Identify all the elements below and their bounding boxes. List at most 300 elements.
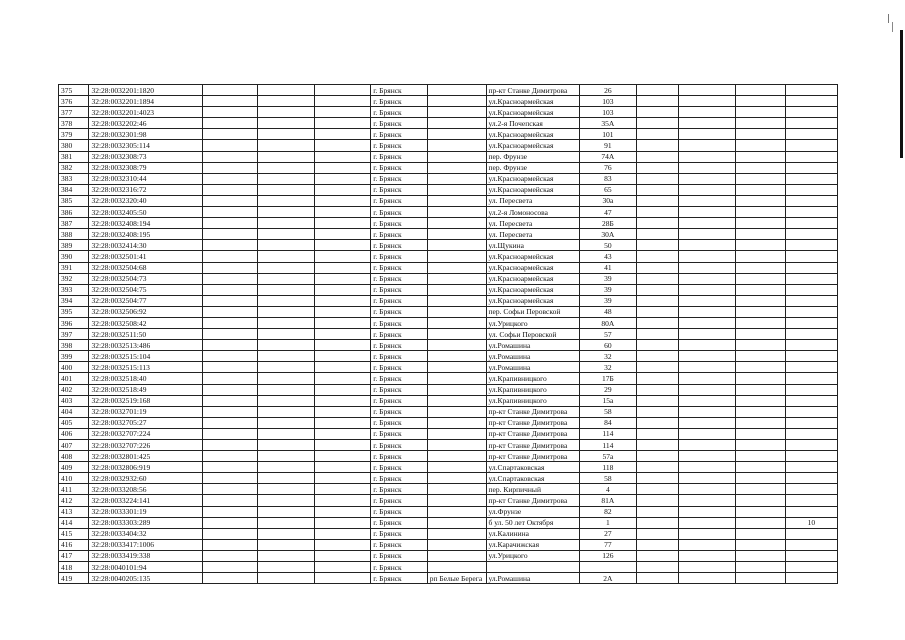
cell-extra <box>785 151 837 162</box>
cell-house: 47 <box>580 207 637 218</box>
cell-extra <box>785 362 837 373</box>
cell-street: пр-кт Станке Димитрова <box>486 440 580 451</box>
cell-city: г. Брянск <box>371 373 428 384</box>
cell-extra <box>785 85 837 96</box>
cell-empty <box>679 517 736 528</box>
cell-city: г. Брянск <box>371 573 428 584</box>
cell-house: 80А <box>580 317 637 328</box>
cell-extra <box>785 528 837 539</box>
cell-extra <box>785 473 837 484</box>
table-row <box>59 417 838 428</box>
cell-empty <box>202 428 257 439</box>
cell-locality <box>427 550 486 561</box>
cell-locality <box>427 306 486 317</box>
table-row <box>59 129 838 140</box>
cell-city: г. Брянск <box>371 295 428 306</box>
cell-locality <box>427 451 486 462</box>
cell-city: г. Брянск <box>371 107 428 118</box>
cell-empty <box>636 406 678 417</box>
cell-empty <box>258 550 315 561</box>
table-row <box>59 317 838 328</box>
cell-cadastral: 32:28:0032316:72 <box>89 184 202 195</box>
cell-cadastral: 32:28:0032513:486 <box>89 340 202 351</box>
cell-empty <box>679 306 736 317</box>
cell-empty <box>735 417 785 428</box>
cell-empty <box>679 484 736 495</box>
cell-empty <box>735 162 785 173</box>
cell-empty <box>202 173 257 184</box>
cell-cadastral: 32:28:0032515:113 <box>89 362 202 373</box>
cell-city: г. Брянск <box>371 306 428 317</box>
cell-cadastral: 32:28:0032707:224 <box>89 428 202 439</box>
table-row <box>59 373 838 384</box>
cell-empty <box>258 262 315 273</box>
cell-cadastral: 32:28:0032405:50 <box>89 207 202 218</box>
cell-empty <box>202 462 257 473</box>
cell-empty <box>636 417 678 428</box>
cell-empty <box>202 118 257 129</box>
cell-house: 50 <box>580 240 637 251</box>
cell-empty <box>735 373 785 384</box>
cell-street: ул.Крапивницкого <box>486 384 580 395</box>
cell-empty <box>679 384 736 395</box>
cell-empty <box>258 362 315 373</box>
cell-street: ул.Карачижская <box>486 539 580 550</box>
cell-empty <box>314 240 371 251</box>
table-row <box>59 273 838 284</box>
cell-empty <box>258 229 315 240</box>
cell-empty <box>314 218 371 229</box>
cell-empty <box>679 550 736 561</box>
cell-street: ул.Красноармейская <box>486 96 580 107</box>
cell-empty <box>258 428 315 439</box>
cell-locality <box>427 118 486 129</box>
cell-empty <box>679 151 736 162</box>
cell-num: 386 <box>59 207 89 218</box>
cell-empty <box>636 207 678 218</box>
cell-empty <box>314 107 371 118</box>
cell-empty <box>636 284 678 295</box>
cell-house: 74А <box>580 151 637 162</box>
cell-num: 400 <box>59 362 89 373</box>
cell-num: 408 <box>59 451 89 462</box>
cell-city: г. Брянск <box>371 195 428 206</box>
cell-extra <box>785 129 837 140</box>
cell-empty <box>258 506 315 517</box>
cell-empty <box>636 229 678 240</box>
cell-cadastral: 32:28:0032310:44 <box>89 173 202 184</box>
cell-empty <box>258 151 315 162</box>
cell-empty <box>314 329 371 340</box>
cell-street: ул.Красноармейская <box>486 284 580 295</box>
cell-locality <box>427 440 486 451</box>
cell-street: ул.Красноармейская <box>486 173 580 184</box>
cell-city: г. Брянск <box>371 273 428 284</box>
cell-empty <box>314 173 371 184</box>
cell-empty <box>679 218 736 229</box>
cell-city: г. Брянск <box>371 495 428 506</box>
cell-extra <box>785 417 837 428</box>
cell-extra <box>785 107 837 118</box>
cell-empty <box>202 517 257 528</box>
cell-city: г. Брянск <box>371 151 428 162</box>
cell-street: б ул. 50 лет Октября <box>486 517 580 528</box>
cell-extra <box>785 573 837 584</box>
cell-empty <box>735 506 785 517</box>
cell-empty <box>679 207 736 218</box>
cell-locality <box>427 195 486 206</box>
cell-house: 39 <box>580 273 637 284</box>
cell-house: 77 <box>580 539 637 550</box>
cell-empty <box>202 284 257 295</box>
cell-empty <box>202 240 257 251</box>
cell-empty <box>679 184 736 195</box>
cell-street: пер. Фрунзе <box>486 162 580 173</box>
cell-empty <box>679 340 736 351</box>
cell-locality <box>427 428 486 439</box>
cell-empty <box>679 562 736 573</box>
cell-empty <box>202 229 257 240</box>
cell-city: г. Брянск <box>371 517 428 528</box>
cell-locality <box>427 495 486 506</box>
cell-empty <box>636 362 678 373</box>
cell-empty <box>636 473 678 484</box>
cell-empty <box>258 118 315 129</box>
cell-street: ул.Красноармейская <box>486 262 580 273</box>
cell-cadastral: 32:28:0032504:77 <box>89 295 202 306</box>
cell-house: 28Б <box>580 218 637 229</box>
cell-empty <box>258 395 315 406</box>
cell-empty <box>202 506 257 517</box>
table-row <box>59 284 838 295</box>
cell-extra <box>785 262 837 273</box>
cell-extra <box>785 373 837 384</box>
cell-extra <box>785 506 837 517</box>
scan-edge-mark <box>888 14 889 23</box>
cell-locality <box>427 329 486 340</box>
cell-house: 82 <box>580 506 637 517</box>
cell-empty <box>314 473 371 484</box>
cell-locality <box>427 462 486 473</box>
cell-empty <box>314 517 371 528</box>
cell-house: 81А <box>580 495 637 506</box>
cell-empty <box>258 251 315 262</box>
cell-house: 4 <box>580 484 637 495</box>
cell-extra <box>785 562 837 573</box>
cell-empty <box>679 495 736 506</box>
cell-empty <box>314 440 371 451</box>
cell-street: ул.Калинина <box>486 528 580 539</box>
cell-house: 65 <box>580 184 637 195</box>
cell-empty <box>314 262 371 273</box>
cell-locality <box>427 184 486 195</box>
cell-street: пр-кт Станке Димитрова <box>486 85 580 96</box>
cell-empty <box>735 151 785 162</box>
cell-extra <box>785 550 837 561</box>
cell-empty <box>679 317 736 328</box>
cell-city: г. Брянск <box>371 362 428 373</box>
cell-house: 101 <box>580 129 637 140</box>
cell-cadastral: 32:28:0032504:75 <box>89 284 202 295</box>
cell-extra: 10 <box>785 517 837 528</box>
cell-locality <box>427 218 486 229</box>
cell-empty <box>735 85 785 96</box>
cell-street: ул.Спартаковская <box>486 473 580 484</box>
cell-empty <box>636 451 678 462</box>
cell-num: 375 <box>59 85 89 96</box>
cell-locality <box>427 506 486 517</box>
cell-city: г. Брянск <box>371 96 428 107</box>
cell-empty <box>636 384 678 395</box>
cell-city: г. Брянск <box>371 229 428 240</box>
cell-empty <box>679 428 736 439</box>
cell-empty <box>202 539 257 550</box>
cell-cadastral: 32:28:0033224:141 <box>89 495 202 506</box>
cell-house: 30а <box>580 195 637 206</box>
cell-empty <box>258 340 315 351</box>
cell-house: 39 <box>580 295 637 306</box>
cell-city: г. Брянск <box>371 562 428 573</box>
cell-empty <box>735 406 785 417</box>
cell-house: 48 <box>580 306 637 317</box>
cell-street: ул. Пересвета <box>486 229 580 240</box>
cell-empty <box>636 184 678 195</box>
cell-house: 27 <box>580 528 637 539</box>
cell-num: 403 <box>59 395 89 406</box>
cell-empty <box>314 384 371 395</box>
cell-street: ул.Ромашина <box>486 362 580 373</box>
cell-empty <box>735 362 785 373</box>
cell-empty <box>679 173 736 184</box>
cell-empty <box>258 240 315 251</box>
cell-empty <box>636 484 678 495</box>
cell-locality <box>427 173 486 184</box>
cell-empty <box>636 162 678 173</box>
cell-empty <box>679 451 736 462</box>
cell-empty <box>314 462 371 473</box>
cell-empty <box>314 85 371 96</box>
cell-street: ул.Красноармейская <box>486 295 580 306</box>
cell-empty <box>314 251 371 262</box>
cell-extra <box>785 184 837 195</box>
cell-empty <box>202 528 257 539</box>
cell-num: 410 <box>59 473 89 484</box>
cell-empty <box>636 440 678 451</box>
cell-empty <box>202 306 257 317</box>
table-row <box>59 517 838 528</box>
cell-empty <box>735 140 785 151</box>
cell-house: 41 <box>580 262 637 273</box>
cell-empty <box>679 351 736 362</box>
cell-empty <box>735 351 785 362</box>
cell-house: 103 <box>580 107 637 118</box>
table-row <box>59 528 838 539</box>
table-row <box>59 440 838 451</box>
cell-cadastral: 32:28:0033303:289 <box>89 517 202 528</box>
cell-city: г. Брянск <box>371 384 428 395</box>
cell-empty <box>636 562 678 573</box>
cell-empty <box>202 107 257 118</box>
cell-city: г. Брянск <box>371 484 428 495</box>
cell-house: 126 <box>580 550 637 561</box>
cell-empty <box>314 550 371 561</box>
cell-num: 415 <box>59 528 89 539</box>
cell-empty <box>258 517 315 528</box>
cell-empty <box>202 340 257 351</box>
table-row <box>59 96 838 107</box>
cell-locality <box>427 251 486 262</box>
cell-num: 380 <box>59 140 89 151</box>
cell-empty <box>735 118 785 129</box>
cell-cadastral: 32:28:0032701:19 <box>89 406 202 417</box>
cell-empty <box>258 451 315 462</box>
cell-num: 414 <box>59 517 89 528</box>
cell-empty <box>202 151 257 162</box>
cell-empty <box>679 262 736 273</box>
cell-empty <box>258 129 315 140</box>
cell-house: 26 <box>580 85 637 96</box>
cell-empty <box>735 573 785 584</box>
cell-empty <box>636 118 678 129</box>
cell-empty <box>735 229 785 240</box>
cell-empty <box>258 162 315 173</box>
cell-empty <box>258 107 315 118</box>
cell-empty <box>735 528 785 539</box>
cell-street: ул.2-я Почепская <box>486 118 580 129</box>
cell-num: 394 <box>59 295 89 306</box>
cell-empty <box>258 539 315 550</box>
cell-house: 35А <box>580 118 637 129</box>
cell-locality <box>427 473 486 484</box>
cell-num: 406 <box>59 428 89 439</box>
cell-empty <box>314 151 371 162</box>
table-row <box>59 495 838 506</box>
cell-empty <box>314 406 371 417</box>
cell-street: пр-кт Станке Димитрова <box>486 428 580 439</box>
cell-extra <box>785 329 837 340</box>
cell-street: пр-кт Станке Димитрова <box>486 417 580 428</box>
cell-house: 2А <box>580 573 637 584</box>
cell-num: 392 <box>59 273 89 284</box>
cell-cadastral: 32:28:0033301:19 <box>89 506 202 517</box>
cell-extra <box>785 384 837 395</box>
cell-cadastral: 32:28:0032707:226 <box>89 440 202 451</box>
cell-empty <box>735 340 785 351</box>
cell-empty <box>636 539 678 550</box>
cell-empty <box>735 184 785 195</box>
cell-city: г. Брянск <box>371 550 428 561</box>
cell-empty <box>636 218 678 229</box>
cell-street: пер. Кирпичный <box>486 484 580 495</box>
cell-empty <box>314 428 371 439</box>
cell-locality <box>427 317 486 328</box>
cell-empty <box>679 573 736 584</box>
cell-street: ул.Фрунзе <box>486 506 580 517</box>
cell-house: 43 <box>580 251 637 262</box>
cell-empty <box>314 184 371 195</box>
table-row <box>59 140 838 151</box>
cell-locality <box>427 273 486 284</box>
cell-empty <box>679 195 736 206</box>
cell-num: 390 <box>59 251 89 262</box>
cell-empty <box>258 317 315 328</box>
cell-empty <box>258 218 315 229</box>
cell-num: 409 <box>59 462 89 473</box>
cell-empty <box>258 473 315 484</box>
cell-empty <box>202 440 257 451</box>
cell-num: 407 <box>59 440 89 451</box>
cell-empty <box>735 395 785 406</box>
cell-empty <box>202 362 257 373</box>
cell-extra <box>785 140 837 151</box>
cell-cadastral: 32:28:0032705:27 <box>89 417 202 428</box>
cell-extra <box>785 96 837 107</box>
cell-empty <box>202 473 257 484</box>
cell-street: ул.Красноармейская <box>486 140 580 151</box>
cell-street: ул.Красноармейская <box>486 129 580 140</box>
cell-empty <box>314 273 371 284</box>
table-row <box>59 295 838 306</box>
cell-num: 401 <box>59 373 89 384</box>
cell-extra <box>785 240 837 251</box>
cell-empty <box>679 229 736 240</box>
cell-empty <box>735 484 785 495</box>
cell-city: г. Брянск <box>371 184 428 195</box>
cell-house: 15а <box>580 395 637 406</box>
cell-empty <box>202 484 257 495</box>
cell-street: ул.Ромашина <box>486 573 580 584</box>
cell-locality <box>427 362 486 373</box>
cell-street: ул.Спартаковская <box>486 462 580 473</box>
cell-empty <box>735 329 785 340</box>
cell-empty <box>202 85 257 96</box>
table-row <box>59 539 838 550</box>
cell-extra <box>785 218 837 229</box>
cell-empty <box>735 440 785 451</box>
cell-cadastral: 32:28:0032308:73 <box>89 151 202 162</box>
cell-cadastral: 32:28:0032511:50 <box>89 329 202 340</box>
cell-empty <box>679 440 736 451</box>
cell-empty <box>202 317 257 328</box>
cell-empty <box>202 329 257 340</box>
cell-locality <box>427 140 486 151</box>
cell-street: ул.2-я Ломоносова <box>486 207 580 218</box>
cell-street: ул.Ромашина <box>486 340 580 351</box>
cell-num: 382 <box>59 162 89 173</box>
table-row <box>59 406 838 417</box>
cell-city: г. Брянск <box>371 162 428 173</box>
cell-cadastral: 32:28:0032201:4023 <box>89 107 202 118</box>
cell-locality <box>427 96 486 107</box>
cell-empty <box>679 240 736 251</box>
cell-locality <box>427 229 486 240</box>
table-row <box>59 162 838 173</box>
cell-street: пер. Софьи Перовской <box>486 306 580 317</box>
cell-empty <box>314 562 371 573</box>
cell-city: г. Брянск <box>371 473 428 484</box>
cell-city: г. Брянск <box>371 251 428 262</box>
cell-empty <box>735 306 785 317</box>
cell-empty <box>202 395 257 406</box>
cell-empty <box>735 173 785 184</box>
cell-empty <box>258 462 315 473</box>
cell-num: 417 <box>59 550 89 561</box>
cell-house: 57 <box>580 329 637 340</box>
cell-empty <box>258 295 315 306</box>
cell-city: г. Брянск <box>371 406 428 417</box>
cell-locality: рп Белые Берега <box>427 573 486 584</box>
cell-empty <box>258 96 315 107</box>
